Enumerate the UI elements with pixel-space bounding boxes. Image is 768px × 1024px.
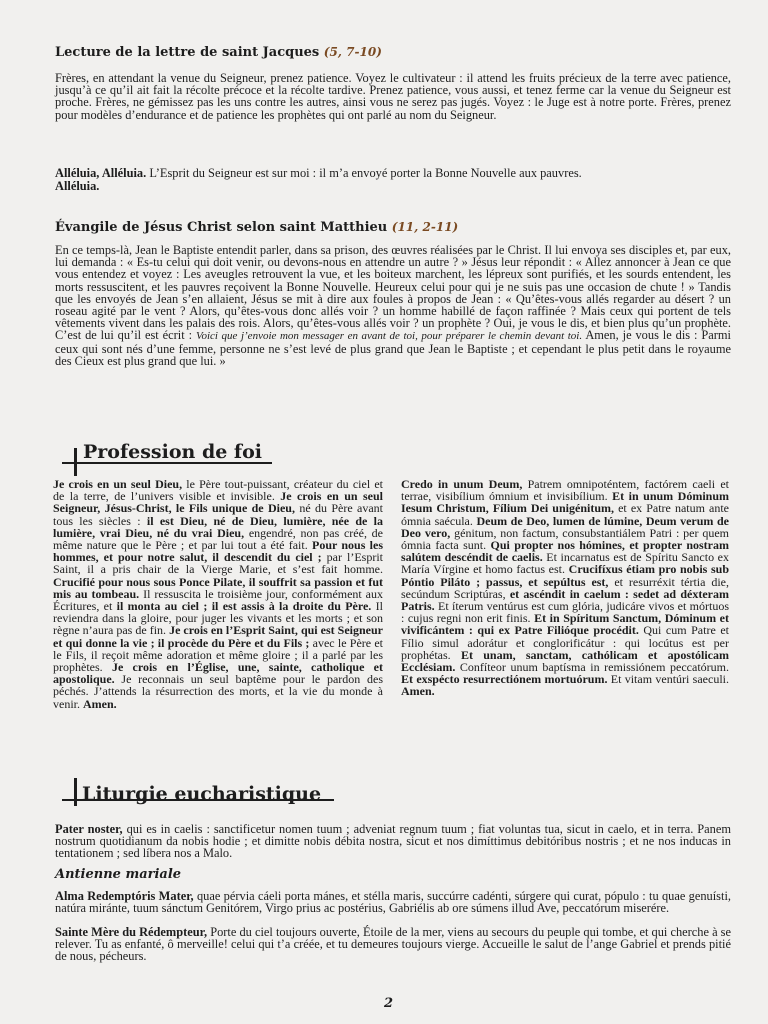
- mere-text: [55, 926, 731, 963]
- creed-latin-segment: et ex Patre natum ante ómnia saécula.: [401, 501, 730, 528]
- alma-text: [55, 890, 731, 914]
- reading-title: Lecture de la lettre de saint Jacques: [55, 45, 320, 60]
- creed-french-segment: Crucifié pour nous sous Ponce Pilate, il souffrit sa passion et fut mis au tombeau.: [53, 574, 383, 601]
- creed-latin-segment: Et exspécto resurrectiónem mortuórum.: [401, 672, 608, 687]
- reading-reference: (5, 7-10): [323, 45, 382, 59]
- creed-latin-segment: Patrem omnipoténtem, factórem caeli et terrae, visibílium ómnium et invisibílium.: [401, 477, 729, 504]
- gospel-quote: Voici que j’envoie mon messager en avant de toi, pour préparer le chemin devant toi.: [195, 330, 583, 343]
- creed-french-segment: Il ressuscita le troisième jour, conformément aux Écritures, et: [53, 586, 383, 614]
- creed-latin-segment: Et vitam ventúri saeculi.: [607, 672, 729, 687]
- creed-latin-segment: Confíteor unum baptísma in remissiónem peccatórum.: [455, 660, 729, 675]
- gospel-text-part1: En ce temps-là, Jean le Baptiste entendit parler, dans sa prison, des œuvres réalisées par le Christ. Il lui envoya ses disciples et, par eux, lui demanda : « Es-tu celui qui doit venir, ou devons-nous en attendre un autre ? » Jésus leur répondit : « Allez annoncer à Jean ce que vous entendez et voyez : Les aveugles retrouvent la vue, et les boiteux marchent, les lépreux sont purifiés, et les sourds entendent, les morts ressuscitent, et les pauvres reçoivent la Bonne Nouvelle. Heureux celui pour qui je ne suis pas une occasion de chute ! » Tandis que les envoyés de Jean s’en allaient, Jésus se mit à dire aux foules à propos de Jean : « Qu’êtes-vous allés regarder au désert ? un roseau agité par le vent ? Alors, qu’êtes-vous donc allés voir ? un homme habillé de façon raffinée ? Mais ceux qui portent de tels vêtements vivent dans les palais des rois. Alors, qu’êtes-vous allés voir ? un prophète ? Oui, je vous le dis, et bien plus qu’un prophète. C’est de lui qu’il est écrit :: [55, 243, 731, 343]
- creed-french-segment: Je crois en un seul Seigneur, Jésus-Christ, le Fils unique de Dieu,: [53, 489, 383, 516]
- creed-french-segment: avec le Père et le Fils, il reçoit même adoration et même gloire ; il a parlé par les prophètes.: [53, 635, 384, 675]
- gospel-reference: (11, 2-11): [391, 220, 459, 234]
- profession-title: Profession de foi: [83, 441, 262, 463]
- reading-text: Frères, en attendant la venue du Seigneur, prenez patience. Voyez le cultivateur : il attend les fruits précieux de la terre avec patience, jusqu’à ce qu’il ait fait la récolte précoce et la récolte tardive. Prenez patience, vous aussi, et tenez ferme car la venue du Seigneur est proche. Frères, ne gémissez pas les uns contre les autres, ainsi vous ne serez pas jugés. Voyez : le Juge est à notre porte. Frères, prenez pour modèles d’endurance et de patience les prophètes qui ont parlé au nom du Seigneur.: [55, 71, 731, 122]
- creed-latin-segment: et resurréxit tértia die, secúndum Scriptúras,: [401, 574, 729, 601]
- gospel-text-part2: Amen, je vous le dis : Parmi ceux qui sont nés d’une femme, personne ne s’est levé de plus grand que Jean le Baptiste ; et cependant le plus petit dans le royaume des Cieux est plus grand que lui. »: [55, 328, 731, 368]
- creed-latin-segment: Qui propter nos hómines, et propter nostram salútem descéndit de caelis.: [401, 538, 729, 565]
- gospel-section: [55, 219, 731, 367]
- creed-latin-segment: Credo in unum Deum,: [401, 477, 523, 491]
- creed-french-column: [53, 478, 383, 710]
- pater-lead: Pater noster,: [55, 822, 123, 836]
- creed-french-segment: Amen.: [83, 696, 117, 711]
- creed-latin-segment: Amen.: [401, 684, 435, 699]
- alma-body: quae pérvia cáeli porta mánes, et stélla maris, succúrre cadénti, súrgere qui curat, pópulo : tu quae genuísti, natúra miránte, tuum sánctum Genitórem, Virgo prius ac postérius, Gabriélis ab ore súmens illud Ave, peccatórum miserére.: [55, 888, 731, 915]
- alleluia-verse: L’Esprit du Seigneur est sur moi : il m’a envoyé porter la Bonne Nouvelle aux pauvres.: [146, 166, 582, 180]
- creed-french-segment: né du Père avant tous les siècles :: [53, 501, 383, 528]
- creed-french-segment: engendré, non pas créé, de même nature que le Père ; et par lui tout a été fait.: [53, 525, 383, 553]
- reading-heading: [55, 44, 731, 61]
- mere-body: Porte du ciel toujours ouverte, Étoile de la mer, viens au secours du peuple qui tombe, et qui cherche à se relever. Tu as enfanté, ô merveille! celui qui t’a créée, et tu demeures toujours vierge. Accueille le salut de l’ange Gabriel et prends pitié de nous, pécheurs.: [55, 925, 732, 964]
- gospel-title: Évangile de Jésus Christ selon saint Matthieu: [55, 220, 388, 235]
- cross-divider-vertical-2: [74, 778, 77, 806]
- alleluia-end: Alléluia.: [55, 179, 100, 193]
- creed-french-segment: Il reviendra dans la gloire, pour juger les vivants et les morts ; et son règne n’aura pas de fin.: [53, 599, 383, 638]
- creed-french-segment: Pour nous les hommes, et pour notre salut, il descendit du ciel ;: [53, 538, 383, 565]
- liturgy-title: Liturgie eucharistique: [82, 783, 322, 805]
- creed-latin-segment: Crucifíxus étiam pro nobis sub Póntio Piláto ; passus, et sepúltus est,: [401, 562, 729, 589]
- mere-lead: Sainte Mère du Rédempteur,: [55, 925, 208, 940]
- creed-french-segment: Je crois en un seul Dieu,: [53, 477, 183, 491]
- creed-french-segment: Je reconnais un seul baptême pour le pardon des péchés. J’attends la résurrection des morts, et la vie du monde à venir.: [53, 672, 383, 711]
- gospel-heading: [55, 219, 731, 236]
- antienne-title: Antienne mariale: [55, 866, 182, 882]
- pater-body: qui es in caelis : sanctificetur nomen tuum ; adveniat regnum tuum ; fiat voluntas tua, sicut in caelo, et in terra. Panem nostrum quotidianum da nobis hodie ; et dimitte nobis débita nostra, sicut et nos dimíttimus debitóribus nostris ; et ne nos inducas in tentationem ; sed líbera nos a Malo.: [55, 822, 731, 861]
- page-number: 2: [384, 996, 394, 1011]
- creed-french-segment: le Père tout-puissant, créateur du ciel et de la terre, de l’univers visible et invisible.: [53, 477, 384, 504]
- creed-french-segment: Je crois en l’Église, une, sainte, catholique et apostolique.: [53, 660, 383, 687]
- creed-french-segment: par l’Esprit Saint, il a pris chair de la Vierge Marie, et s’est fait homme.: [53, 550, 383, 577]
- creed-latin-segment: Et íterum ventúrus est cum glória, judicáre vivos et mórtuos : cujus regni non erit finis.: [401, 599, 729, 626]
- alleluia-text: [55, 167, 731, 193]
- alleluia-section: [55, 167, 731, 193]
- creed-latin-segment: Et unam, sanctam, cathólicam et apostólicam Ecclésiam.: [401, 647, 729, 675]
- liturgy-section: [55, 823, 731, 963]
- creed-latin-segment: Qui cum Patre et Fílio simul adorátur et conglorificátur : qui locútus est per prophétas.: [401, 623, 729, 662]
- creed-french-segment: Je crois en l’Esprit Saint, qui est Seigneur et qui donne la vie ; il procède du Père et du Fils ;: [53, 623, 383, 650]
- creed-latin-column: [401, 478, 729, 698]
- creed-french-segment: il est Dieu, né de Dieu, lumière, née de la lumière, vrai Dieu, né du vrai Dieu,: [53, 513, 384, 540]
- pater-noster-text: [55, 823, 731, 860]
- creed-latin-segment: Deum de Deo, lumen de lúmine, Deum verum de Deo vero,: [401, 513, 729, 540]
- creed-latin-segment: Et incarnatus est de Spíritu Sancto ex María Vírgine et homo factus est.: [401, 550, 729, 577]
- creed-latin-segment: Et in unum Dóminum Iesum Christum, Fílium Dei unigénitum,: [401, 489, 729, 516]
- reading-section: [55, 44, 731, 121]
- creed-latin-segment: et ascéndit in caelum : sedet ad déxteram Patris.: [401, 586, 729, 614]
- alma-lead: Alma Redemptóris Mater,: [55, 888, 194, 903]
- creed-latin-segment: Et in Spíritum Sanctum, Dóminum et vivificántem : qui ex Patre Filióque procédit.: [401, 611, 729, 638]
- gospel-text: [55, 244, 731, 367]
- alleluia-lead: Alléluia, Alléluia.: [55, 166, 147, 180]
- creed-latin-segment: génitum, non factum, consubstantiálem Patri : per quem ómnia facta sunt.: [401, 525, 729, 553]
- creed-french-segment: il monta au ciel ; il est assis à la droite du Père.: [116, 599, 372, 614]
